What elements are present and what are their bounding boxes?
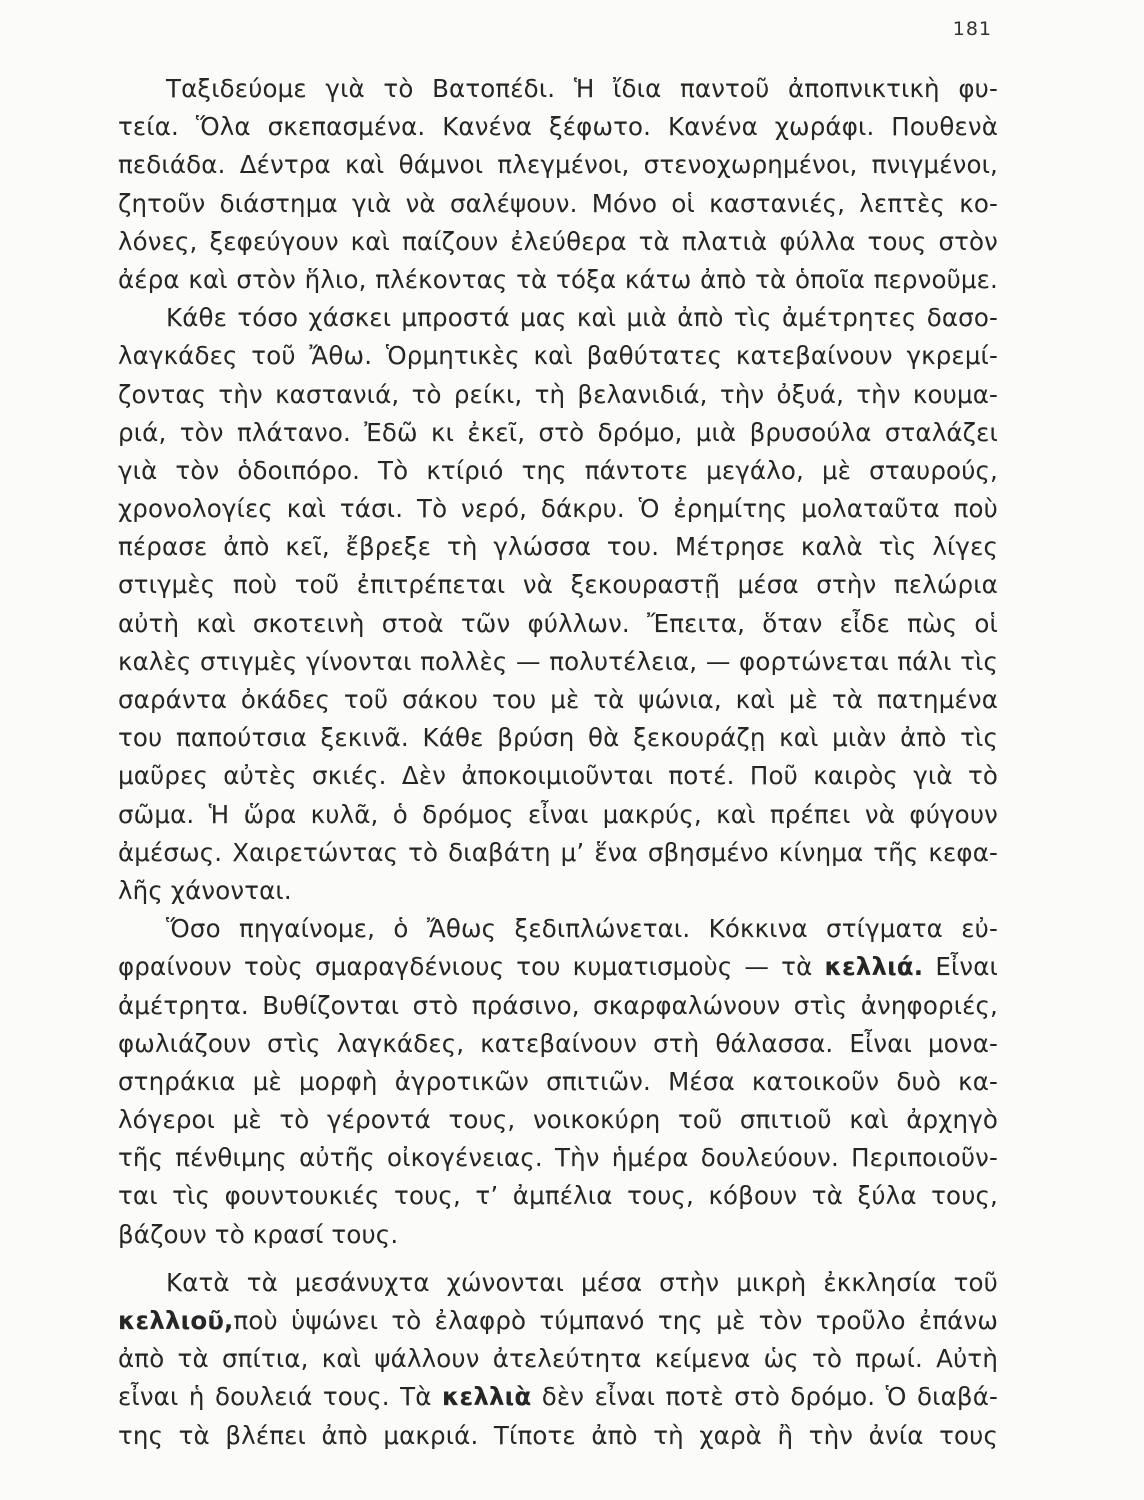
keyword-kelliou: κελλιοῦ, <box>118 1306 234 1335</box>
text-line: μαῦρες αὐτὲς σκιές. Δὲν ἀποκοιμιοῦνται ποτέ. Ποῦ καιρὸς γιὰ τὸ <box>118 761 998 791</box>
text-line: καλὲς στιγμὲς γίνονται πολλὲς — πολυτέλεια, — φορτώνεται πάλι τὶς <box>118 646 998 676</box>
text-line: ἀμέτρητα. Βυθίζονται στὸ πράσινο, σκαρφαλώνουν στὶς ἀνηφοριές, <box>118 990 998 1020</box>
text-line: βάζουν τὸ κρασί τους. <box>118 1219 399 1249</box>
text-line: σαράντα ὀκάδες τοῦ σάκου του μὲ τὰ ψώνια, καὶ μὲ τὰ πατημένα <box>118 685 998 714</box>
page-number: 181 <box>952 18 992 40</box>
text-line: ται τὶς φουντουκιές τους, τ’ ἀμπέλια τους, κόβουν τὰ ξύλα τους, <box>118 1181 998 1211</box>
text-line: Ὅσο πηγαίνομε, ὁ Ἄθως ξεδιπλώνεται. Κόκκινα στίγματα εὐ- <box>166 914 998 944</box>
text-line: ἀμέσως. Χαιρετώντας τὸ διαβάτη μ’ ἕνα σβησμένο κίνημα τῆς κεφα- <box>118 837 998 867</box>
text-line: σῶμα. Ἡ ὥρα κυλᾶ, ὁ δρόμος εἶναι μακρύς, καὶ πρέπει νὰ φύγουν <box>118 799 998 829</box>
text-line: ἀπὸ τὰ σπίτια, καὶ ψάλλουν ἀτελεύτητα κείμενα ὡς τὸ πρωί. Αὐτὴ <box>118 1344 998 1374</box>
text-line: πέρασε ἀπὸ κεῖ, ἔβρεξε τὴ γλώσσα του. Μέτρησε καλὰ τὶς λίγες <box>118 532 998 562</box>
text-line: τεία. Ὅλα σκεπασμένα. Κανένα ξέφωτο. Κανένα χωράφι. Πουθενὰ <box>118 112 998 142</box>
text-line: ζοντας τὴν καστανιά, τὸ ρείκι, τὴ βελανιδιά, τὴν ὀξυά, τὴν κουμα- <box>118 379 998 409</box>
text-line: χρονολογίες καὶ τάσι. Τὸ νερό, δάκρυ. Ὁ ἐρημίτης μολαταῦτα ποὺ <box>118 494 998 524</box>
text-line: φωλιάζουν στὶς λαγκάδες, κατεβαίνουν στὴ θάλασσα. Εἶναι μονα- <box>118 1028 998 1058</box>
text-line: λόγεροι μὲ τὸ γέροντά τους, νοικοκύρη τοῦ σπιτιοῦ καὶ ἀρχηγὸ <box>118 1105 998 1135</box>
text-line: της τὰ βλέπει ἀπὸ μακριά. Τίποτε ἀπὸ τὴ χαρὰ ἢ τὴν ἀνία τους <box>118 1420 998 1450</box>
text-line: στηράκια μὲ μορφὴ ἀγροτικῶν σπιτιῶν. Μέσα κατοικοῦν δυὸ κα- <box>118 1066 998 1096</box>
text-line: του παπούτσια ξεκινᾶ. Κάθε βρύση θὰ ξεκουράζῃ καὶ μιὰν ἀπὸ τὶς <box>118 723 998 753</box>
text-line: λαγκάδες τοῦ Ἄθω. Ὁρμητικὲς καὶ βαθύτατες κατεβαίνουν γκρεμί- <box>118 341 998 371</box>
text-line: πεδιάδα. Δέντρα καὶ θάμνοι πλεγμένοι, στενοχωρημένοι, πνιγμένοι, <box>118 150 998 180</box>
text-line: στιγμὲς ποὺ τοῦ ἐπιτρέπεται νὰ ξεκουραστῇ μέσα στὴν πελώρια <box>118 570 998 600</box>
text-line: τῆς πένθιμης αὐτῆς οἰκογένειας. Τὴν ἡμέρα δουλεύουν. Περιποιοῦν- <box>118 1143 998 1173</box>
text-line: Ταξιδεύομε γιὰ τὸ Βατοπέδι. Ἡ ἴδια παντοῦ ἀποπνικτικὴ φυ- <box>166 74 998 103</box>
text-fragment: ποὺ ὑψώνει τὸ ἐλαφρὸ τύμπανό της μὲ τὸν τροῦλο ἐπάνω <box>233 1306 998 1335</box>
text-fragment: δὲν εἶναι ποτὲ στὸ δρόμο. Ὁ διαβά- <box>531 1382 998 1412</box>
keyword-kellia: κελλιά. <box>824 952 924 982</box>
text-line: λῆς χάνονται. <box>118 875 292 905</box>
text-line: Κάθε τόσο χάσκει μπροστά μας καὶ μιὰ ἀπὸ τὶς ἀμέτρητες δασο- <box>166 303 998 333</box>
text-line: ζητοῦν διάστημα γιὰ νὰ σαλέψουν. Μόνο οἱ καστανιές, λεπτὲς κο- <box>118 188 998 218</box>
paragraph-1 <box>118 70 998 299</box>
text-line <box>118 1302 998 1340</box>
body-text <box>118 70 998 1455</box>
text-line: γιὰ τὸν ὁδοιπόρο. Τὸ κτίριό της πάντοτε μεγάλο, μὲ σταυρούς, <box>118 455 998 485</box>
text-line: Κατὰ τὰ μεσάνυχτα χώνονται μέσα στὴν μικρὴ ἐκκλησία τοῦ <box>166 1267 998 1297</box>
text-line: λόνες, ξεφεύγουν καὶ παίζουν ἐλεύθερα τὰ πλατιὰ φύλλα τους στὸν <box>118 226 998 256</box>
text-line: ριά, τὸν πλάτανο. Ἐδῶ κι ἐκεῖ, στὸ δρόμο, μιὰ βρυσούλα σταλάζει <box>118 417 998 447</box>
paragraph-2 <box>118 299 998 910</box>
text-fragment: εἶναι ἡ δουλειά τους. Τὰ <box>118 1382 442 1412</box>
paragraph-4 <box>118 1264 998 1455</box>
text-fragment: Εἶναι <box>923 952 998 982</box>
text-line: ἀέρα καὶ στὸν ἥλιο, πλέκοντας τὰ τόξα κάτω ἀπὸ τὰ ὁποῖα περνοῦμε. <box>118 264 998 294</box>
keyword-kellia: κελλιὰ <box>441 1382 532 1412</box>
text-fragment: φραίνουν τοὺς σμαραγδένιους του κυματισμοὺς — τὰ <box>118 952 825 982</box>
paragraph-3 <box>118 910 998 1254</box>
text-line <box>118 1378 998 1416</box>
text-line: αὐτὴ καὶ σκοτεινὴ στοὰ τῶν φύλλων. Ἔπειτα, ὅταν εἶδε πὼς οἱ <box>118 608 998 638</box>
text-line <box>118 948 998 986</box>
